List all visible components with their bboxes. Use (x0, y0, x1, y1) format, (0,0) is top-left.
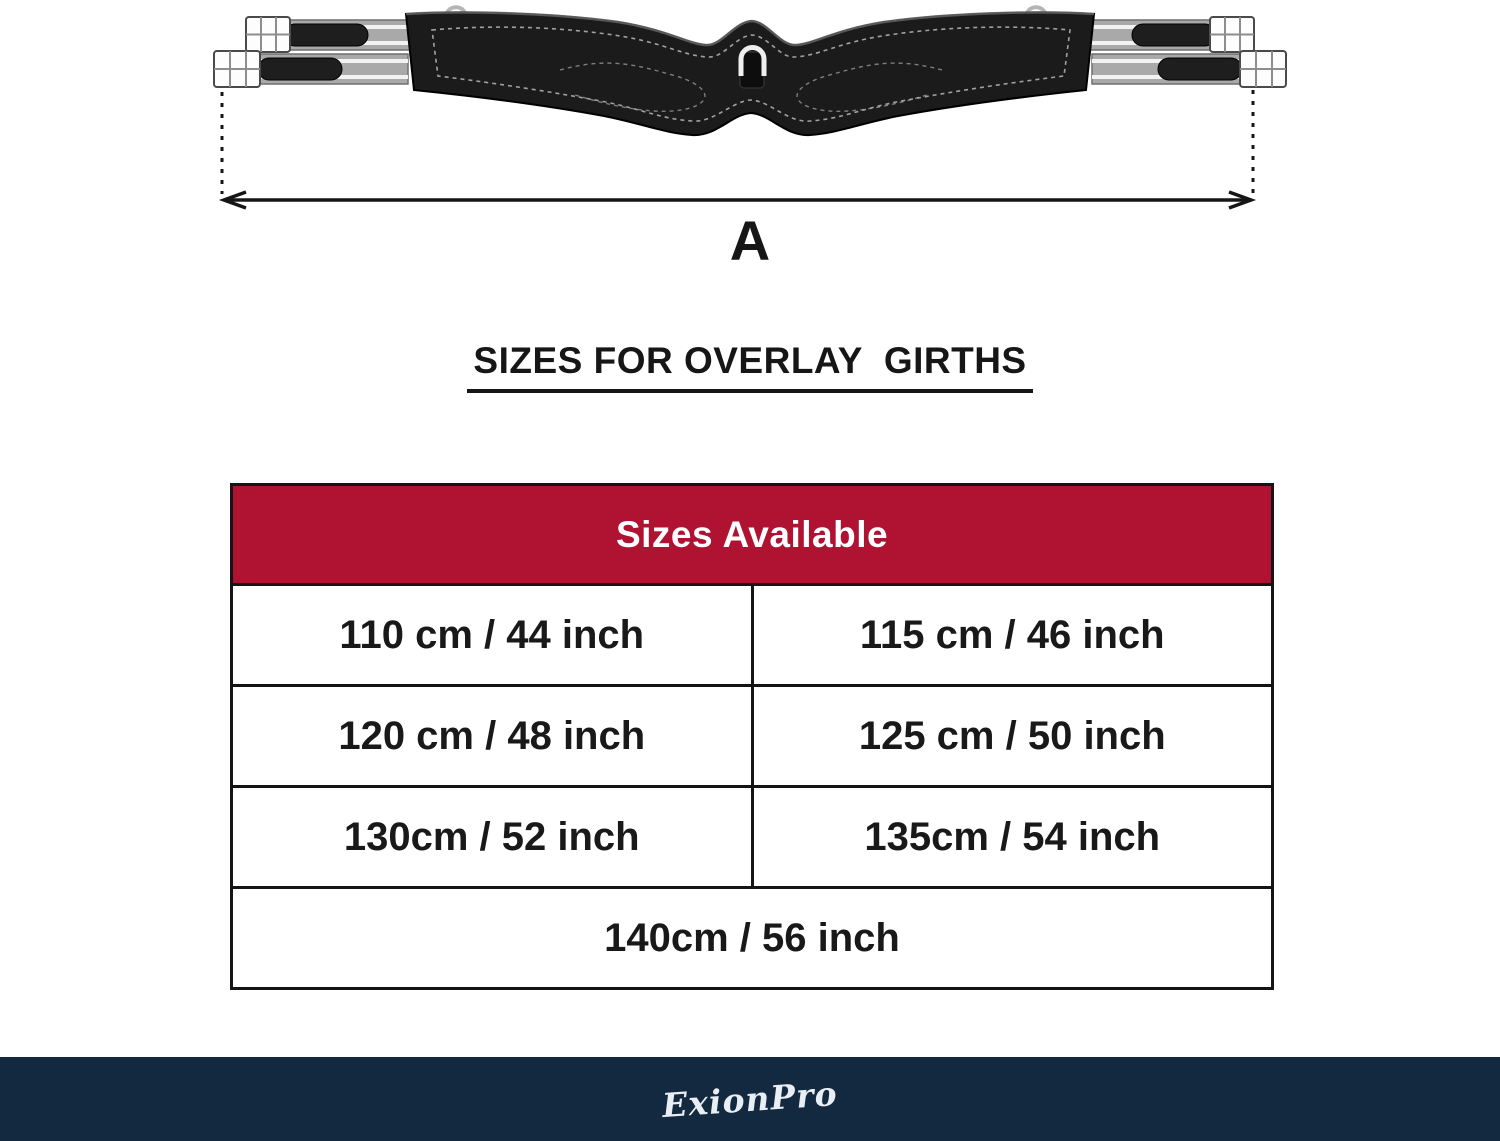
table-row-full: 140cm / 56 inch (604, 915, 900, 960)
size-cell: 120 cm / 48 inch (233, 687, 754, 785)
footer-bar (0, 1057, 1500, 1141)
right-lower-billet-tab (1158, 58, 1242, 80)
size-cell: 115 cm / 46 inch (859, 612, 1165, 657)
page-title: SIZES FOR OVERLAY GIRTHS (467, 340, 1032, 393)
table-header: Sizes Available (233, 486, 1271, 586)
size-cell: 125 cm / 50 inch (858, 713, 1166, 758)
center-d-ring-icon (740, 48, 764, 88)
size-cell: 110 cm / 44 inch (233, 586, 754, 684)
left-upper-billet-tab (284, 24, 368, 46)
girth-illustration (0, 0, 1500, 270)
table-row (233, 788, 1271, 889)
table-row (233, 586, 1271, 687)
size-cell: 130cm / 52 inch (233, 788, 754, 886)
left-lower-billet-tab (258, 58, 342, 80)
table-row (233, 687, 1271, 788)
sizes-table (230, 483, 1274, 990)
section-title-wrap (0, 340, 1500, 393)
dimension-label: A (729, 209, 771, 270)
size-cell: 135cm / 54 inch (864, 814, 1161, 859)
right-upper-billet-tab (1132, 24, 1216, 46)
brand-logo: ExionPro (661, 1073, 839, 1125)
girth-body (406, 12, 1094, 135)
